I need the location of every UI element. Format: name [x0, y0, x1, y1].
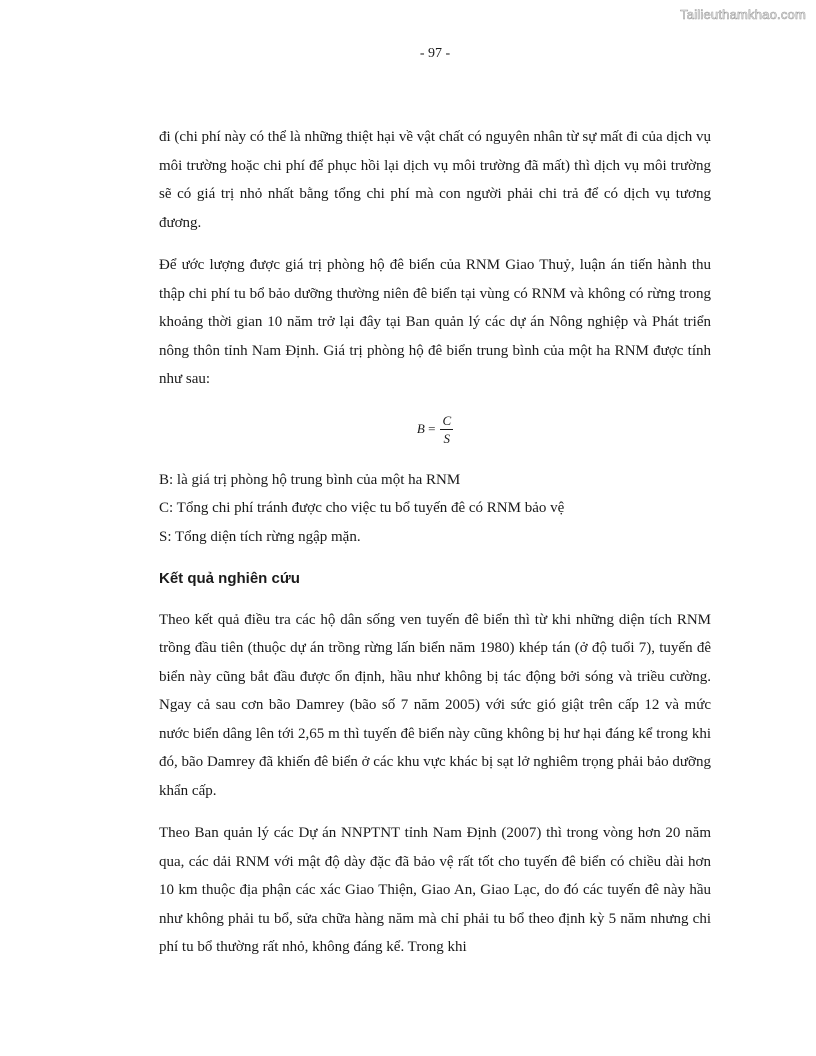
definition-item: C: Tổng chi phí tránh được cho việc tu bổ tuyến đê có RNM bảo vệ [159, 500, 565, 516]
formula-lhs: B = [416, 421, 436, 437]
definitions-list [159, 466, 711, 552]
document-body [159, 123, 711, 976]
formula-denominator: S [443, 431, 451, 446]
paragraph: Để ước lượng được giá trị phòng hộ đê biển của RNM Giao Thuỷ, luận án tiến hành thu thập chi phí tu bổ bảo dưỡng thường niên đê biển tại vùng có RNM và không có rừng trong khoảng thời gian 10 năm trở lại đây tại Ban quản lý các dự án Nông nghiệp và Phát triển nông thôn tỉnh Nam Định. Giá trị phòng hộ đê biển trung bình của một ha RNM được tính như sau: [159, 257, 711, 387]
formula-fraction [440, 412, 453, 447]
definition-item: S: Tổng diện tích rừng ngập mặn. [159, 528, 361, 545]
page-number: - 97 - [419, 46, 451, 61]
paragraph: Theo Ban quản lý các Dự án NNPTNT tỉnh Nam Định (2007) thì trong vòng hơn 20 năm qua, các dải RNM với mật độ dày đặc đã bảo vệ rất tốt cho tuyến đê biển có chiều dài hơn 10 km thuộc địa phận các xác Giao Thiện, Giao An, Giao Lạc, do đó các tuyến đê này hầu như không phải tu bổ, sửa chữa hàng năm mà chỉ phải tu bổ theo định kỳ 5 năm nhưng chi phí tu bổ thường rất nhỏ, không đáng kể. Trong khi [159, 825, 711, 955]
formula-numerator: C [442, 413, 452, 428]
definition-item: B: là giá trị phòng hộ trung bình của một ha RNM [159, 471, 461, 488]
section-heading: Kết quả nghiên cứu [159, 570, 300, 587]
formula [159, 408, 711, 452]
watermark: Tailieuthamkhao.com [680, 7, 806, 22]
paragraph: Theo kết quả điều tra các hộ dân sống ven tuyến đê biển thì từ khi những diện tích RNM trồng đầu tiên (thuộc dự án trồng rừng lấn biển năm 1980) khép tán (ở độ tuổi 7), tuyến đê biển này cũng bắt đầu được ổn định, hầu như không bị tác động bởi sóng và triều cường. Ngay cả sau cơn bão Damrey (bão số 7 năm 2005) với sức gió giật trên cấp 12 và mức nước biển dâng lên tới 2,65 m thì tuyến đê biển này cũng không bị hư hại đáng kể trong khi đó, bão Damrey đã khiến đê biển ở các khu vực khác bị sạt lở nghiêm trọng phải bảo dưỡng khẩn cấp. [159, 611, 711, 799]
paragraph: đi (chi phí này có thể là những thiệt hại về vật chất có nguyên nhân từ sự mất đi của dịch vụ môi trường hoặc chi phí để phục hồi lại dịch vụ môi trường đã mất) thì dịch vụ môi trường sẽ có giá trị nhỏ nhất bằng tổng chi phí mà con người phải chi trả để có dịch vụ tương đương. [159, 129, 711, 231]
